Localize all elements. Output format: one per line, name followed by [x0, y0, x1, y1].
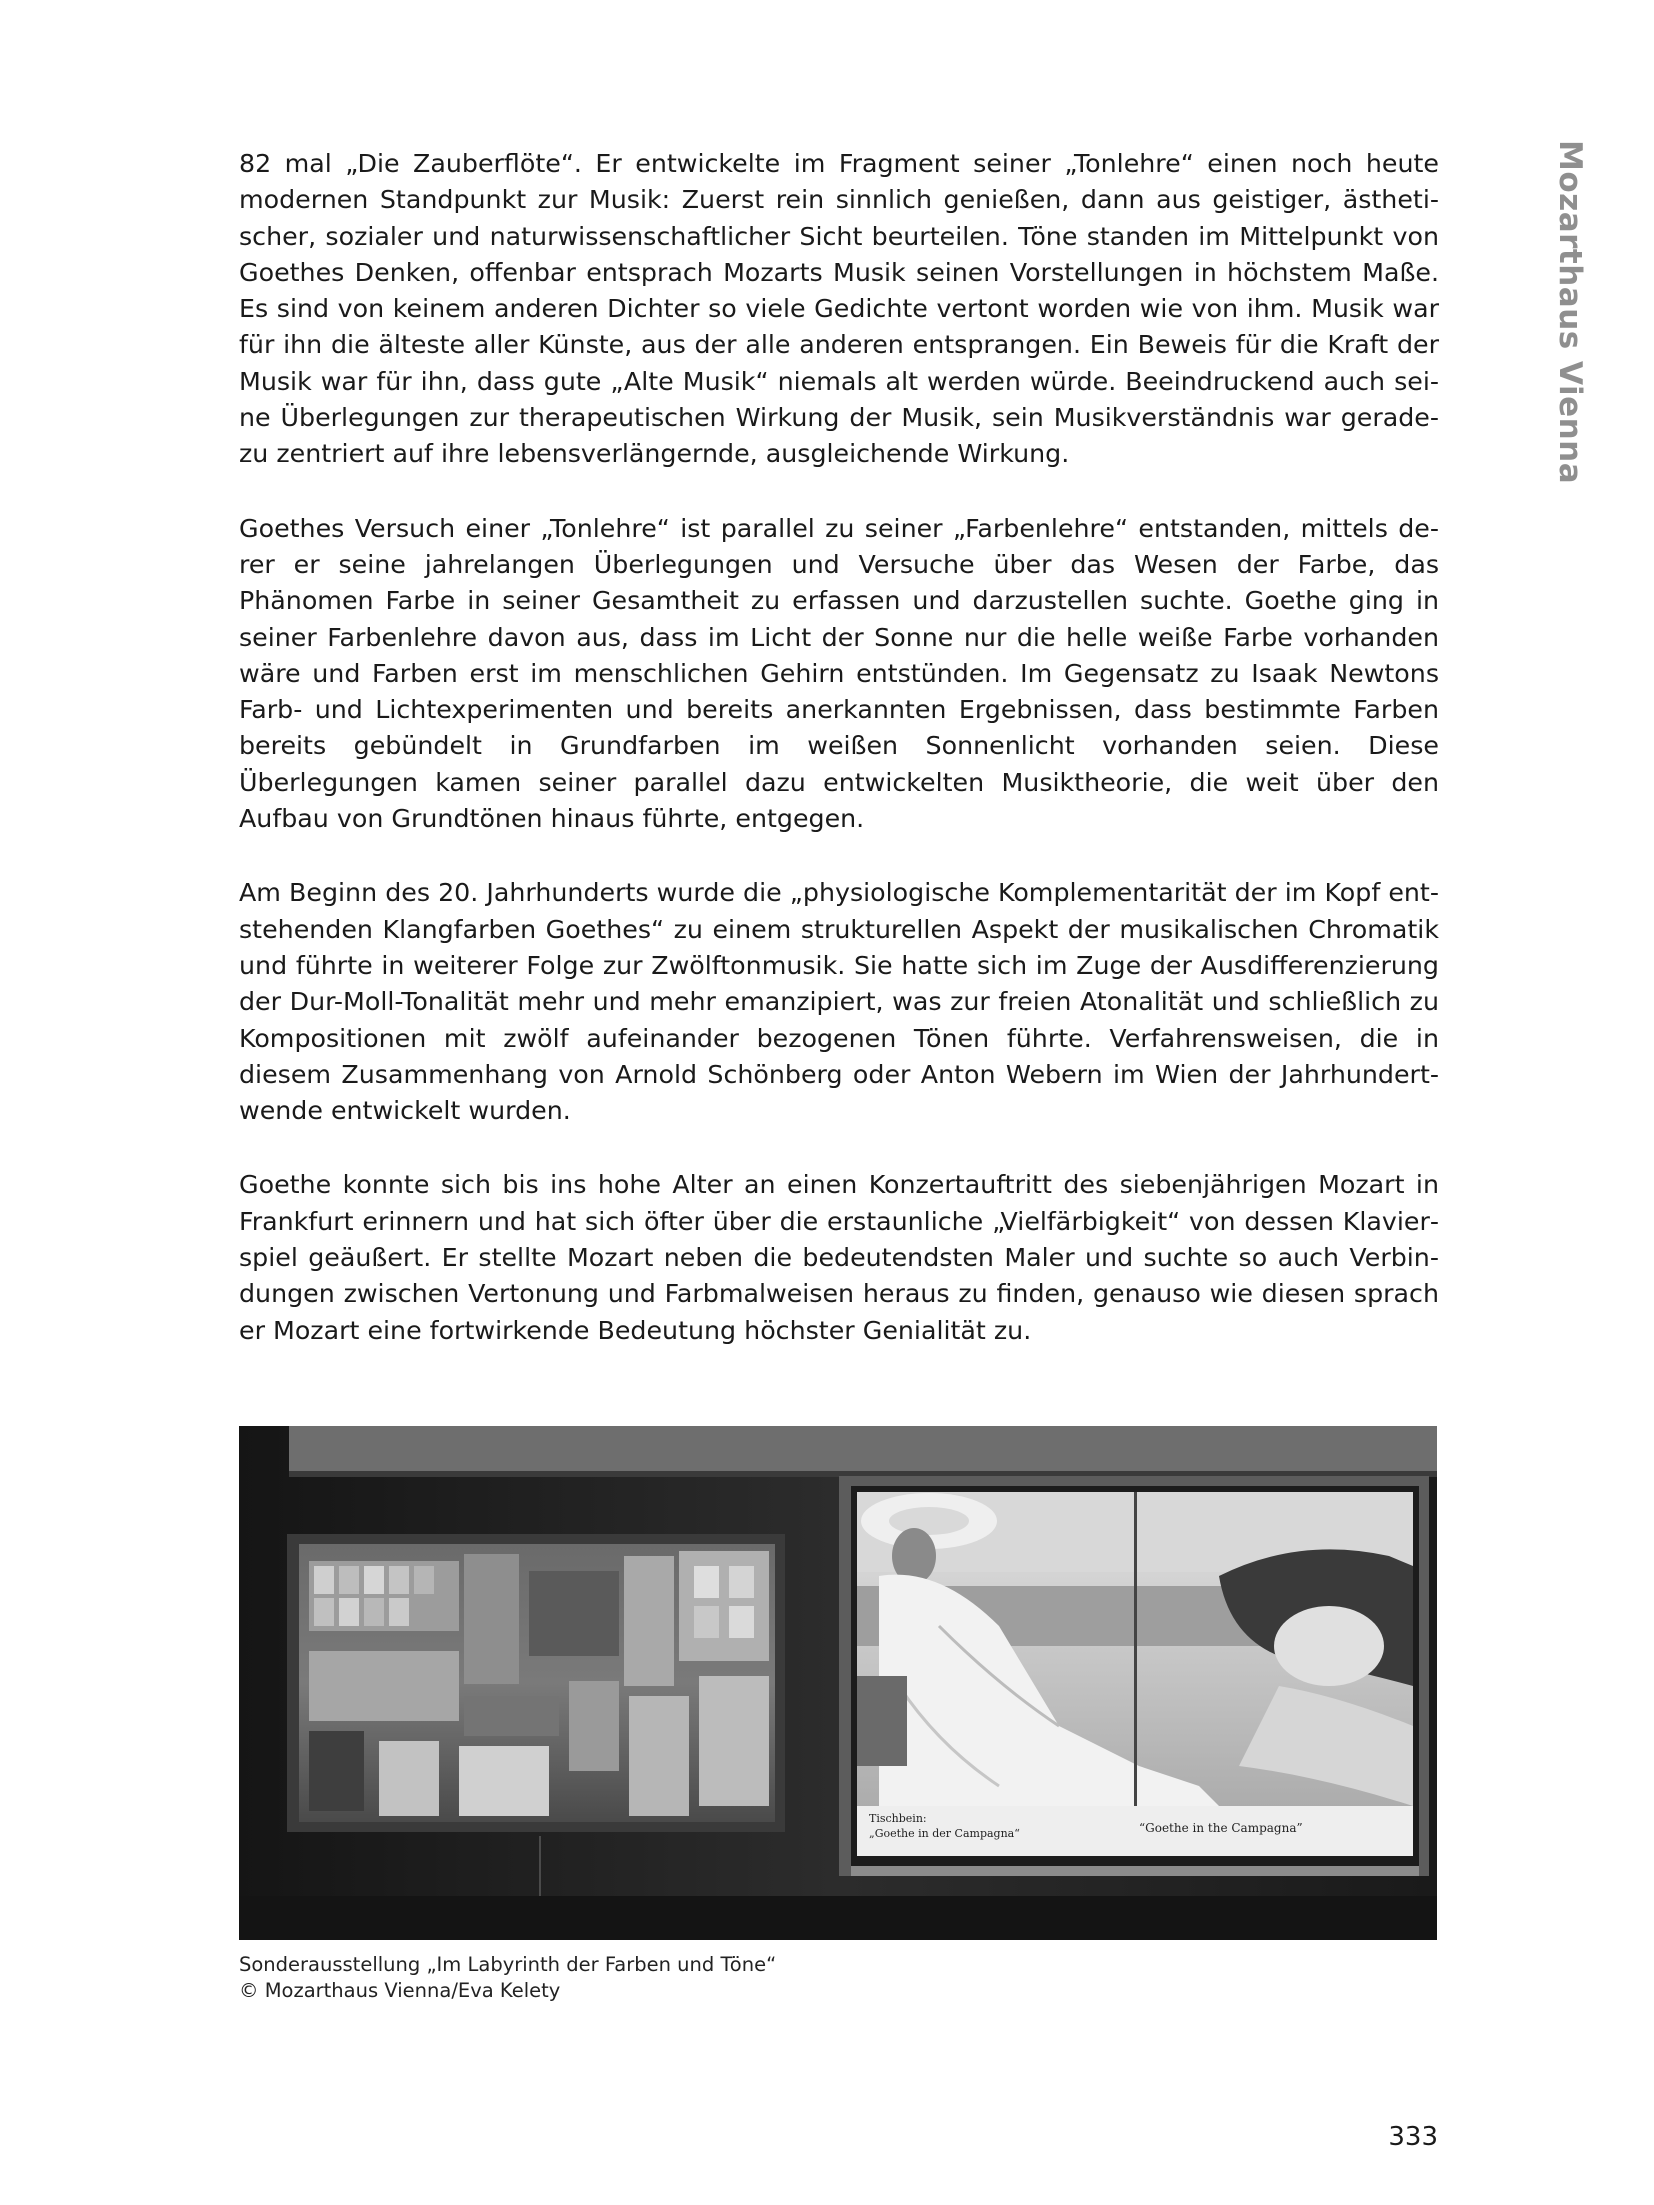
photo-title-left: „Goethe in der Campagna“	[869, 1827, 1020, 1840]
running-header: Mozarthaus Vienna	[1552, 140, 1588, 485]
figure-caption	[239, 1952, 776, 2004]
paragraph-2: Goethes Versuch einer „Tonlehre“ ist parallel zu seiner „Farbenlehre“ entstanden, mittels derer er seine jahrelangen Überlegungen und Versuche über das Wesen der Farbe, das Phänomen Farbe in seiner Gesamtheit zu erfassen und darzustellen suchte. Goethe ging in seiner Farbenlehre davon aus, dass im Licht der Sonne nur die helle weiße Farbe vorhanden wäre und Farben erst im menschlichen Gehirn entstünden. Im Gegensatz zu Isaak Newtons Farb- und Lichtexperimenten und bereits anerkannten Ergebnissen, dass bestimmte Farben bereits gebündelt in Grundfarben im weißen Sonnenlicht vorhanden seien. Diese Überlegungen kamen seiner parallel dazu entwickelten Musiktheorie, die weit über den Aufbau von Grundtönen hinaus führte, entgegen.	[239, 513, 1439, 834]
photo-illustration	[239, 1426, 1437, 1940]
paragraph-1: 82 mal „Die Zauberflöte“. Er entwickelte im Fragment seiner „Tonlehre“ einen noch heute modernen Standpunkt zur Musik: Zuerst rein sinnlich genießen, dann aus geistiger, ästhetischer, sozialer und naturwissenschaftlicher Sicht beurteilen. Töne standen im Mittelpunkt von Goethes Denken, offenbar entsprach Mozarts Musik seinen Vorstellungen in höchstem Maße. Es sind von keinem anderen Dichter so viele Gedichte vertont worden wie von ihm. Musik war für ihn die älteste aller Künste, aus der alle anderen entsprangen. Ein Beweis für die Kraft der Musik war für ihn, dass gute „Alte Musik“ niemals alt werden würde. Beeindruckend auch seine Überlegungen zur therapeutischen Wirkung der Musik, sein Musikverständnis war geradezu zentriert auf ihre lebensverlängernde, ausgleichende Wirkung.	[239, 149, 1439, 469]
paragraph-4: Goethe konnte sich bis ins hohe Alter an einen Konzertauftritt des siebenjährigen Mozart in Frankfurt erinnern und hat sich öfter über die erstaunliche „Vielfärbigkeit“ von dessen Klavierspiel geäußert. Er stellte Mozart neben die bedeutendsten Maler und suchte so auch Verbindungen zwischen Vertonung und Farbmalweisen heraus zu finden, genauso wie diesen sprach er Mozart eine fortwirkende Bedeutung höchster Genialität zu.	[239, 1170, 1439, 1345]
page-number: 333	[1388, 2122, 1438, 2152]
body-text	[239, 146, 1439, 1388]
photo-label-left: Tischbein:	[869, 1812, 927, 1825]
caption-line-2: © Mozarthaus Vienna/Eva Kelety	[239, 1979, 561, 2002]
paragraph-3: Am Beginn des 20. Jahrhunderts wurde die „physiologische Komplementarität der im Kopf entstehenden Klangfarben Goethes“ zu einem strukturellen Aspekt der musikalischen Chromatik und führte in weiterer Folge zur Zwölftonmusik. Sie hatte sich im Zuge der Ausdifferenzierung der Dur-Moll-Tonalität mehr und mehr emanzipiert, was zur freien Atonalität und schließlich zu Kompositionen mit zwölf aufeinander bezogenen Tönen führte. Verfahrensweisen, die in diesem Zusammenhang von Arnold Schönberg oder Anton Webern im Wien der Jahrhundertwende entwickelt wurden.	[239, 878, 1439, 1126]
photo-title-right: “Goethe in the Campagna”	[1139, 1821, 1303, 1835]
exhibition-photo	[239, 1426, 1437, 1940]
caption-line-1: Sonderausstellung „Im Labyrinth der Farben und Töne“	[239, 1953, 777, 1976]
